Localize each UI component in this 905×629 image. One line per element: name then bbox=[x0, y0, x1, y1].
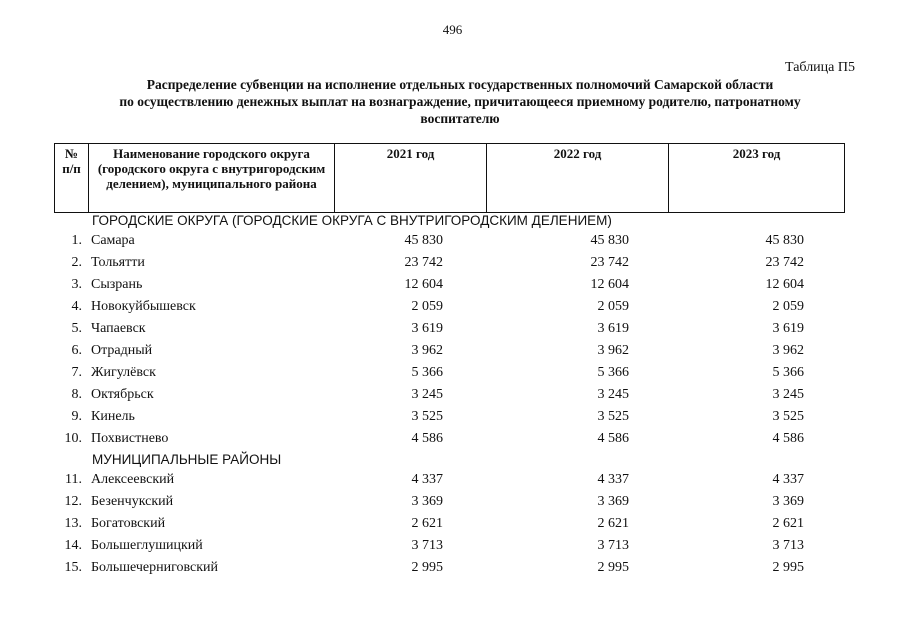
header-2023: 2023 год bbox=[669, 144, 845, 213]
row-number: 14. bbox=[64, 538, 82, 553]
value-2023: 2 621 bbox=[772, 516, 804, 531]
value-2021: 5 366 bbox=[411, 365, 443, 380]
value-2021: 3 619 bbox=[411, 321, 443, 336]
value-2023: 45 830 bbox=[765, 233, 804, 248]
value-2023: 12 604 bbox=[765, 277, 804, 292]
value-2021: 4 586 bbox=[411, 431, 443, 446]
row-number: 2. bbox=[71, 255, 82, 270]
value-2023: 3 713 bbox=[772, 538, 804, 553]
row-name: Чапаевск bbox=[91, 321, 146, 336]
title-line: воспитателю bbox=[420, 111, 500, 126]
value-2022: 3 713 bbox=[597, 538, 629, 553]
row-number: 8. bbox=[71, 387, 82, 402]
table-row bbox=[54, 296, 854, 318]
table-row bbox=[54, 406, 854, 428]
value-2022: 45 830 bbox=[590, 233, 629, 248]
value-2022: 23 742 bbox=[590, 255, 629, 270]
row-name: Богатовский bbox=[91, 516, 166, 531]
document-title bbox=[60, 76, 860, 127]
value-2022: 4 586 bbox=[597, 431, 629, 446]
value-2023: 2 995 bbox=[772, 560, 804, 575]
row-number: 3. bbox=[71, 277, 82, 292]
value-2022: 3 369 bbox=[597, 494, 629, 509]
value-2023: 4 337 bbox=[772, 472, 804, 487]
row-name: Самара bbox=[91, 233, 135, 248]
table-row bbox=[54, 469, 854, 491]
title-line: по осуществлению денежных выплат на вознаграждение, причитающееся приемному родителю, патронатному bbox=[119, 94, 801, 109]
row-number: 7. bbox=[71, 365, 82, 380]
value-2021: 3 369 bbox=[411, 494, 443, 509]
table-row bbox=[54, 318, 854, 340]
value-2023: 2 059 bbox=[772, 299, 804, 314]
row-number: 11. bbox=[65, 472, 82, 487]
table-row bbox=[54, 384, 854, 406]
value-2022: 12 604 bbox=[590, 277, 629, 292]
row-name: Алексеевский bbox=[91, 472, 175, 487]
value-2023: 3 619 bbox=[772, 321, 804, 336]
value-2021: 4 337 bbox=[411, 472, 443, 487]
table-row bbox=[54, 428, 854, 450]
table-row bbox=[54, 535, 854, 557]
row-name: Безенчукский bbox=[91, 494, 174, 509]
table-label: Таблица П5 bbox=[785, 60, 855, 75]
value-2021: 3 525 bbox=[411, 409, 443, 424]
value-2023: 3 525 bbox=[772, 409, 804, 424]
table-row bbox=[54, 513, 854, 535]
row-name: Большеглушицкий bbox=[91, 538, 203, 553]
header-name: Наименование городского округа (городского округа с внутригородским делением), муниципального района bbox=[89, 144, 335, 213]
row-name: Отрадный bbox=[91, 343, 153, 358]
value-2022: 3 525 bbox=[597, 409, 629, 424]
value-2022: 5 366 bbox=[597, 365, 629, 380]
row-number: 5. bbox=[71, 321, 82, 336]
value-2021: 3 962 bbox=[411, 343, 443, 358]
row-number: 12. bbox=[64, 494, 82, 509]
table-row bbox=[54, 340, 854, 362]
value-2022: 3 962 bbox=[597, 343, 629, 358]
row-name: Октябрьск bbox=[91, 387, 154, 402]
value-2022: 3 619 bbox=[597, 321, 629, 336]
table-body bbox=[54, 212, 854, 579]
page-number: 496 bbox=[442, 22, 463, 37]
table-row bbox=[54, 274, 854, 296]
value-2022: 2 059 bbox=[597, 299, 629, 314]
value-2022: 2 621 bbox=[597, 516, 629, 531]
value-2021: 45 830 bbox=[404, 233, 443, 248]
row-number: 15. bbox=[64, 560, 82, 575]
value-2021: 3 245 bbox=[411, 387, 443, 402]
section-heading: МУНИЦИПАЛЬНЫЕ РАЙОНЫ bbox=[92, 452, 282, 467]
row-name: Новокуйбышевск bbox=[91, 299, 196, 314]
value-2023: 3 369 bbox=[772, 494, 804, 509]
table-row bbox=[54, 491, 854, 513]
value-2021: 3 713 bbox=[411, 538, 443, 553]
table-row bbox=[54, 362, 854, 384]
row-name: Большечерниговский bbox=[91, 560, 219, 575]
row-number: 13. bbox=[64, 516, 82, 531]
row-number: 9. bbox=[71, 409, 82, 424]
row-name: Тольятти bbox=[91, 255, 145, 270]
row-number: 4. bbox=[71, 299, 82, 314]
value-2022: 4 337 bbox=[597, 472, 629, 487]
value-2021: 2 059 bbox=[411, 299, 443, 314]
value-2021: 2 621 bbox=[411, 516, 443, 531]
row-number: 10. bbox=[64, 431, 82, 446]
header-2022: 2022 год bbox=[487, 144, 669, 213]
value-2023: 4 586 bbox=[772, 431, 804, 446]
table-row bbox=[54, 557, 854, 579]
title-line: Распределение субвенции на исполнение отдельных государственных полномочий Самарской области bbox=[146, 77, 774, 92]
row-name: Жигулёвск bbox=[91, 365, 156, 380]
value-2021: 12 604 bbox=[404, 277, 443, 292]
value-2022: 3 245 bbox=[597, 387, 629, 402]
row-name: Кинель bbox=[91, 409, 135, 424]
value-2021: 23 742 bbox=[404, 255, 443, 270]
value-2023: 3 962 bbox=[772, 343, 804, 358]
row-name: Похвистнево bbox=[91, 431, 169, 446]
value-2021: 2 995 bbox=[411, 560, 443, 575]
header-num: № п/п bbox=[55, 144, 89, 213]
row-number: 6. bbox=[71, 343, 82, 358]
value-2023: 3 245 bbox=[772, 387, 804, 402]
row-name: Сызрань bbox=[91, 277, 143, 292]
header-2021: 2021 год bbox=[335, 144, 487, 213]
value-2023: 5 366 bbox=[772, 365, 804, 380]
value-2023: 23 742 bbox=[765, 255, 804, 270]
table-row bbox=[54, 230, 854, 252]
table-header bbox=[54, 143, 845, 213]
table-row bbox=[54, 252, 854, 274]
row-number: 1. bbox=[71, 233, 82, 248]
section-heading: ГОРОДСКИЕ ОКРУГА (ГОРОДСКИЕ ОКРУГА С ВНУТРИГОРОДСКИМ ДЕЛЕНИЕМ) bbox=[92, 213, 612, 228]
value-2022: 2 995 bbox=[597, 560, 629, 575]
